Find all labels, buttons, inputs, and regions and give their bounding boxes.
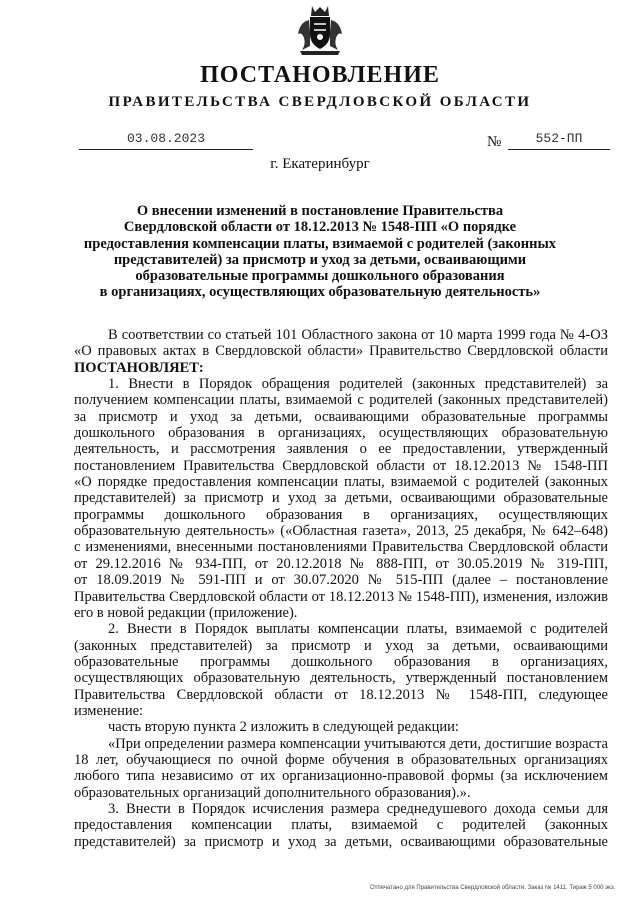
body-line: «О порядке предоставления компенсации платы, взимаемой с родителей (законных [74,474,608,491]
body-line: Правительства Свердловской области от 18.12.2013 № 1548-ПП), изменения, изложив [74,588,608,605]
body-line: В соответствии со статьей 101 Областного закона от 10 марта 1999 года № 4-ОЗ [108,327,608,343]
heading-line: О внесении изменений в постановление Правительства [136,203,504,219]
body-line: «О правовых актах в Свердловской области» Правительство Свердловской области [74,343,608,360]
heading-line: в организациях, осуществляющих образовательную деятельность» [99,284,541,301]
document-date: 03.08.2023 [79,131,253,150]
body-line: от 18.09.2019 № 591-ПП и от 30.07.2020 № 515-ПП (далее – постановление [74,572,608,589]
body-line: предоставления компенсации платы, взимаемой с родителей (законных [74,817,608,834]
body-line: 1. Внести в Порядок обращения родителей (законных представителей) за [108,376,608,393]
body-line: образовательную деятельность» («Областная газета», 2013, 25 декабря, № 642–648) [74,523,608,540]
body-line: представителей) за присмотр и уход за детьми, осваивающими образовательные [74,490,608,507]
body-line: с изменениями, внесенными постановлениями Правительства Свердловской области [74,539,608,556]
body-line: 3. Внести в Порядок исчисления размера среднедушевого дохода семьи для [108,800,608,817]
heading-line: Свердловской области от 18.12.2013 № 1548-ПП «О порядке [123,219,517,236]
body-line: его в новой редакции (приложение). [74,604,298,621]
print-footer: Отпечатано для Правительства Свердловской области. Заказ № 1411. Тираж 5 000 экз. [370,885,616,891]
body-line: 2. Внести в Порядок выплаты компенсации платы, взимаемой с родителей [108,621,608,638]
coat-of-arms-icon [292,4,348,56]
document-body [74,327,608,850]
body-line: деятельность, и рассмотрения заявления о ее предоставлении, утвержденный [74,441,608,458]
document-heading [80,203,560,301]
document-type-title: ПОСТАНОВЛЕНИЕ [200,62,440,88]
body-line: «При определении размера компенсации учитываются дети, достигшие возраста [108,735,608,752]
resolves-keyword: ПОСТАНОВЛЯЕТ: [74,359,204,376]
issuing-authority: ПРАВИТЕЛЬСТВА СВЕРДЛОВСКОЙ ОБЛАСТИ [108,94,532,110]
body-line: 18 лет, обучающиеся по очной форме обучения в образовательных организациях [74,751,608,768]
heading-line: образовательные программы дошкольного образования [135,268,505,285]
body-line: программы дошкольного образования в организациях, осуществляющих [74,506,608,523]
body-line: постановлением Правительства Свердловской области от 18.12.2013 № 1548-ПП [74,457,608,474]
document-number: 552-ПП [508,131,610,150]
heading-line: предоставления компенсации платы, взимаемой с родителей (законных [83,235,557,252]
body-line: образовательные программы дошкольного образования в организациях, [74,653,608,670]
body-line: за присмотр и уход за детьми, осваивающими образовательные программы [74,408,608,425]
body-line: любого типа независимо от их организационно-правовой формы (за исключением [74,768,608,785]
body-line: дошкольного образования в организациях, осуществляющих образовательную [74,425,608,442]
heading-line: представителей) за присмотр и уход за детьми, осваивающими [113,251,527,268]
body-line: от 29.12.2016 № 934-ПП, от 20.12.2018 № 888-ПП, от 30.05.2019 № 319-ПП, [74,555,608,572]
body-line: образовательных организаций дополнительного образования).». [74,784,471,801]
body-line: Правительства Свердловской области от 18.12.2013 № 1548-ПП, следующее [74,686,608,703]
number-sign: № [487,134,502,150]
body-line: представителей) за присмотр и уход за детьми, осваивающими образовательные [74,833,608,850]
document-city: г. Екатеринбург [270,156,370,172]
body-line: получением компенсации платы, взимаемой с родителей (законных представителей) [74,392,608,409]
body-line: (законных представителей) за присмотр и уход за детьми, осваивающими [74,637,608,654]
body-line: осуществляющих образовательную деятельность, утвержденный постановлением [74,670,608,687]
body-line: часть вторую пункта 2 изложить в следующей редакции: [108,719,459,736]
body-line: изменение: [74,702,144,719]
